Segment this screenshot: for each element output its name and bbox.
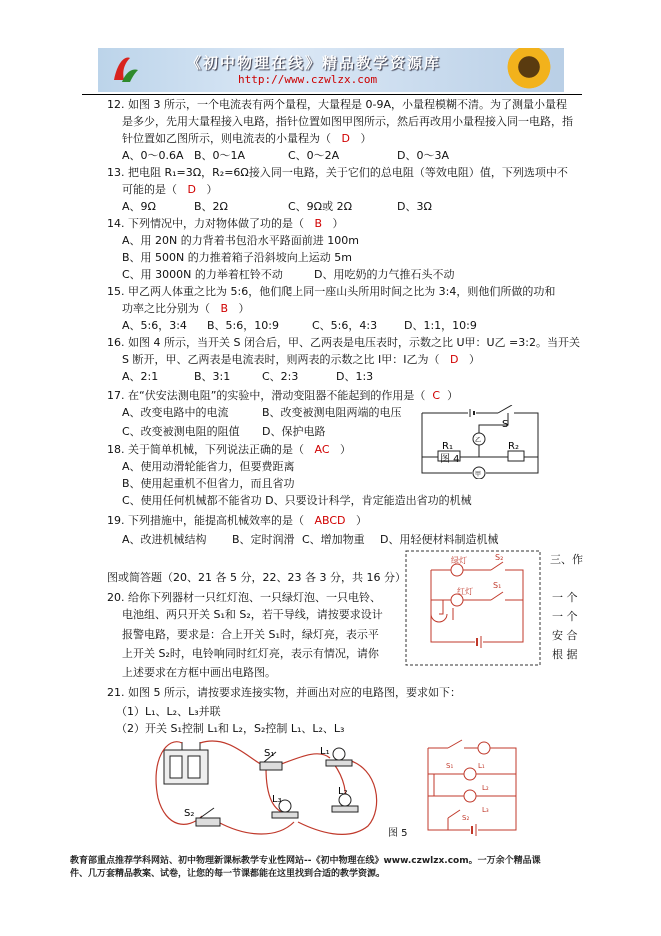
q15-answer: B [220,302,229,315]
q12-close: ） [360,132,372,145]
q18-option-a: A、使用动滑轮能省力，但要费距离 [122,460,295,473]
footer-line1: 教育部重点推荐学科网站、初中物理新课标教学专业性网站--《初中物理在线》www.czwlzx.com。一万余个精品课 [70,856,541,866]
switch-s2-icon [196,808,220,826]
q17-line1 [107,388,458,404]
q14-option-d: D、用吃奶的力气推石头不动 [314,268,455,281]
q15-line1: 15. 甲乙两人体重之比为 5:6，他们爬上同一座山头所用时间之比为 3:4，则他们所做的功和 [107,285,556,298]
q21-line1: 21. 如图 5 所示，请按要求连接实物，并画出对应的电路图，要求如下： [107,686,461,699]
bulb-l1-icon [326,748,352,766]
q17-option-c: C、改变被测电阻的阻值 [122,425,240,438]
q15-option-b: B、5:6，10:9 [207,319,279,332]
q12-option-a: A、0～0.6A [122,149,184,162]
q16-option-b: B、3:1 [194,370,231,383]
q20-side-1: 一 个 [552,591,578,604]
q12-line1: 12. 如图 3 所示，一个电流表有两个量程，大量程是 0-9A，小量程模糊不清。为了测量小量程 [107,98,567,111]
q15-close: ） [238,302,250,315]
fig5-label-s2: S₂ [184,808,195,819]
q18-answer: AC [314,443,330,456]
q13-close: ） [206,183,218,196]
q16-line2 [122,352,480,368]
q17-answer: C [432,389,441,402]
sunflower-icon [504,48,554,92]
q18-option-b: B、使用起重机不但省力，而且省功 [122,477,295,490]
q19-option-c: C、增加物重 [302,533,365,546]
fig5-label-l3: L₃ [272,794,282,805]
fig4-label-s: S [502,419,509,430]
schematic-label-s1: S₁ [446,762,454,770]
q17-close: ） [447,389,459,402]
q14-option-c: C、用 3000N 的力举着杠铃不动 [122,268,283,281]
q17-stem: 17. 在“伏安法测电阻”的实验中，滑动变阻器不能起到的作用是（ [107,389,426,402]
q14-line1 [107,216,344,232]
q13-line1: 13. 把电阻 R₁=3Ω，R₂=6Ω接入同一电路，关于它们的总电阻（等效电阻）值，下列选项中不 [107,166,568,179]
q14-option-b: B、用 500N 的力推着箱子沿斜坡向上运动 5m [122,251,352,264]
q20-label-s2: S₂ [495,553,504,562]
q19-close: ） [356,514,368,527]
banner-url[interactable]: http://www.czwlzx.com [238,73,378,86]
q13-answer: D [187,183,196,196]
q16-option-a: A、2:1 [122,370,159,383]
q14-close: ） [332,217,344,230]
q15-stem: 功率之比分别为（ [122,302,210,315]
q12-stem: 针位置如乙图所示，则电流表的小量程为（ [122,132,331,145]
q16-stem: S 断开，甲、乙两表是电流表时，则两表的示数之比 I甲：I乙为（ [122,353,440,366]
q20-line5: 上述要求在方框中画出电路图。 [122,666,276,679]
q19-option-a: A、改进机械结构 [122,533,207,546]
fig5-label-s1: S₁ [264,748,275,759]
q15-line2 [122,301,250,317]
fig5-label-l2: L₂ [338,786,348,797]
q18-option-cd: C、使用任何机械都不能省功 D、只要设计科学，肯定能造出省功的机械 [122,494,472,507]
q20-line3: 报警电路，要求是：合上开关 S₁时，绿灯亮，表示平 [122,628,379,641]
q20-line1: 20. 给你下列器材一只红灯泡、一只绿灯泡、一只电铃、 [107,591,381,604]
q19-line1 [107,513,367,529]
q15-option-c: C、5:6，4:3 [312,319,378,332]
q13-option-c: C、9Ω或 2Ω [288,200,352,213]
figure-4-circuit [412,405,550,479]
q12-line2: 是多少，先用大量程接入电路，指针位置如图甲图所示，然后再改用小量程接入同一电路，指 [122,115,573,128]
q15-option-a: A、5:6，3:4 [122,319,187,332]
q14-answer: B [314,217,323,230]
q19-option-d: D、用轻便材料制造机械 [380,533,499,546]
q13-option-a: A、9Ω [122,200,156,213]
q17-option-b: B、改变被测电阻两端的电压 [262,406,402,419]
figure-5-schematic [418,738,528,842]
q20-side-2: 一 个 [552,610,578,623]
q19-answer: ABCD [314,514,346,527]
header-banner [98,48,564,92]
q20-side-4: 根 据 [552,648,578,661]
fig4-caption: 图 4 [440,454,460,465]
q12-line3 [122,131,371,147]
figure-5-wiring [148,738,414,846]
q16-option-d: D、1:3 [336,370,374,383]
q16-option-c: C、2:3 [262,370,299,383]
banner-title: 《初中物理在线》精品教学资源库 [186,54,442,72]
q13-stem: 可能的是（ [122,183,177,196]
footer [70,855,600,881]
q20-sketch-box [405,550,541,666]
q19-stem: 19. 下列措施中，能提高机械效率的是（ [107,514,304,527]
q20-line4: 上开关 S₂时，电铃响同时红灯亮，表示有情况，请你 [122,647,379,660]
q14-option-a: A、用 20N 的力背着书包沿水平路面前进 100m [122,234,359,247]
section3-heading-part2: 图或简答题（20、21 各 5 分，22、23 各 3 分，共 16 分） [107,571,406,584]
battery-box-icon [164,742,208,784]
q20-label-green: 绿灯 [451,556,467,565]
fig5-label-l1: L₁ [320,746,330,757]
q13-line2 [122,182,217,198]
q18-close: ） [340,443,352,456]
fig5-caption: 图 5 [388,828,408,839]
q16-answer: D [449,353,459,366]
q12-option-b: B、0～1A [194,149,246,162]
section3-heading-part1: 三、作 [550,553,583,566]
q17-option-d: D、保护电路 [262,425,326,438]
q20-side-3: 安 合 [552,629,578,642]
q12-option-d: D、0～3A [397,149,449,162]
q20-label-red: 红灯 [457,587,473,596]
q13-option-b: B、2Ω [194,200,228,213]
schematic-label-l1: L₁ [478,762,485,770]
footer-line2: 件、几万套精品教案、试卷，让您的每一节课都能在这里找到合适的教学资源。 [70,869,386,879]
q15-option-d: D、1:1，10:9 [404,319,477,332]
fig4-meter-yi: 乙 [475,437,482,444]
q20-line2: 电池组、两只开关 S₁和 S₂，若干导线，请按要求设计 [122,608,383,621]
schematic-label-l3: L₃ [482,806,489,814]
site-logo-icon [108,54,140,86]
q16-line1: 16. 如图 4 所示，当开关 S 闭合后，甲、乙两表是电压表时，示数之比 U甲：U乙 =3:2。当开关 [107,336,580,349]
q21-requirement-1: （1）L₁、L₂、L₃并联 [116,705,221,718]
schematic-label-s2: S₂ [462,814,470,822]
q12-answer: D [341,132,350,145]
q17-option-a: A、改变电路中的电流 [122,406,229,419]
schematic-label-l2: L₂ [482,784,489,792]
fig4-label-r1: R₁ [442,441,453,452]
q13-option-d: D、3Ω [397,200,432,213]
q18-line1 [107,442,351,458]
q16-close: ） [468,353,480,366]
fig4-meter-jia: 甲 [475,471,482,478]
q20-label-s1: S₁ [493,581,502,590]
header-divider [82,94,582,95]
q12-option-c: C、0～2A [288,149,340,162]
q19-option-b: B、定时润滑 [232,533,295,546]
q21-requirement-2: （2）开关 S₁控制 L₁和 L₂，S₂控制 L₁、L₂、L₃ [116,722,345,735]
fig4-label-r2: R₂ [508,441,519,452]
q18-stem: 18. 关于简单机械，下列说法正确的是（ [107,443,304,456]
q14-stem: 14. 下列情况中，力对物体做了功的是（ [107,217,304,230]
